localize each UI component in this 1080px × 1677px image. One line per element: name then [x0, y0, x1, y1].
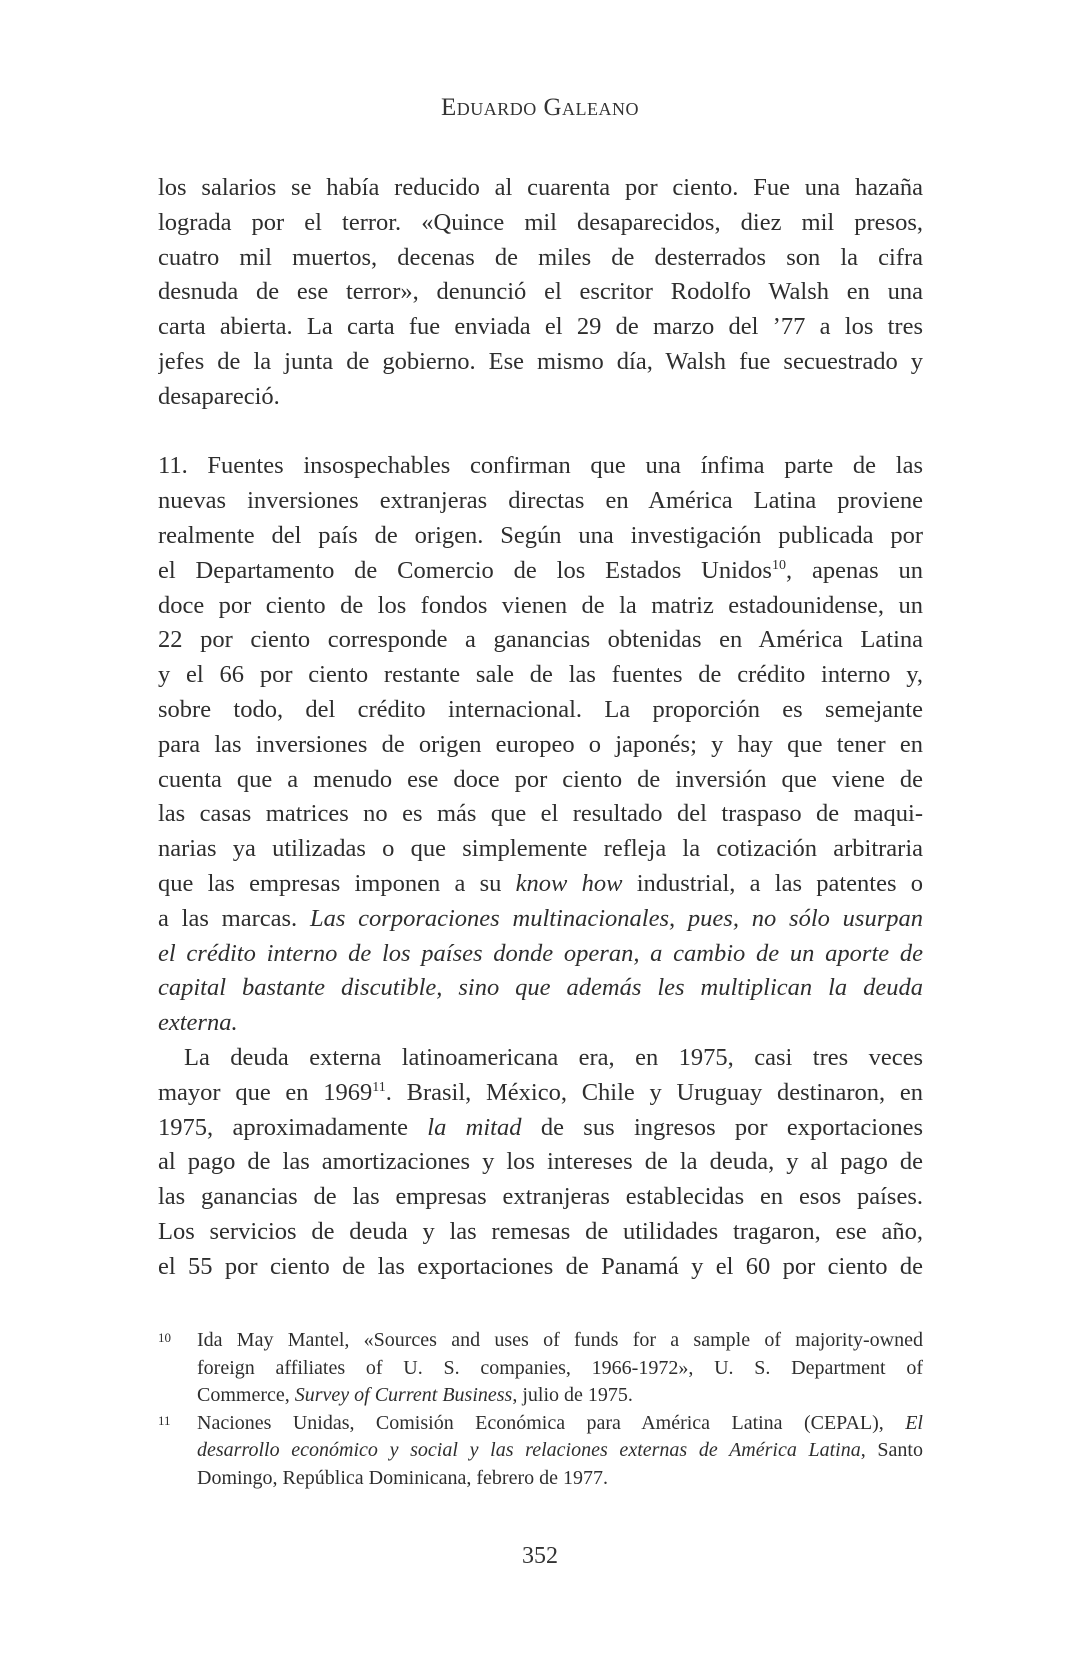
text-segment: desapareció.: [158, 382, 280, 410]
text-line: [158, 310, 923, 345]
text-segment: Domingo, República Dominicana, febrero de 1977.: [197, 1466, 608, 1489]
text-segment: 1975, aproximadamente: [158, 1113, 428, 1141]
paragraph-gap: [158, 415, 923, 450]
text-segment: mayor que en 1969: [158, 1078, 373, 1106]
footnote-line: [197, 1327, 923, 1355]
text-segment: narias ya utilizadas o que simplemente refleja la cotización arbitraria: [158, 835, 923, 863]
text-segment: Los servicios de deuda y las remesas de utilidades tragaron, ese año,: [158, 1217, 923, 1245]
text-line: [158, 554, 923, 589]
text-segment: 22 por ciento corresponde a ganancias obtenidas en América Latina: [158, 626, 923, 654]
text-line: [158, 728, 923, 763]
text-line: [158, 797, 923, 832]
italic-text: Survey of Current Business: [294, 1384, 513, 1406]
text-line: [158, 1111, 923, 1146]
italic-text: externa.: [158, 1009, 238, 1037]
footnote-reference[interactable]: 10: [771, 557, 786, 573]
text-line: [158, 937, 923, 972]
text-segment: el Departamento de Comercio de los Estados Unidos: [158, 556, 772, 584]
paragraph: [158, 1041, 923, 1285]
text-segment: a las marcas.: [158, 904, 310, 932]
text-line: [158, 206, 923, 241]
italic-text: El: [905, 1411, 923, 1434]
text-line: [158, 241, 923, 276]
text-segment: Naciones Unidas, Comisión Económica para América Latina (CEPAL),: [197, 1411, 906, 1434]
text-line: [158, 484, 923, 519]
text-line: [158, 1250, 923, 1285]
italic-text: capital bastante discutible, sino que además les multiplican la deuda: [158, 974, 923, 1002]
text-segment: sobre todo, del crédito internacional. La proporción es semejante: [158, 695, 923, 723]
text-segment: lograda por el terror. «Quince mil desaparecidos, diez mil presos,: [158, 208, 923, 236]
text-line: [158, 1076, 923, 1111]
text-line: [158, 519, 923, 554]
footnote-number: 10: [158, 1330, 171, 1345]
text-line: [158, 971, 923, 1006]
text-segment: 11. Fuentes insospechables confirman que una ínfima parte de las: [158, 452, 923, 480]
text-line: [158, 693, 923, 728]
text-segment: de sus ingresos por exportaciones: [521, 1113, 923, 1141]
text-line: [158, 1145, 923, 1180]
text-line: [158, 1041, 923, 1076]
text-segment: las ganancias de las empresas extranjeras establecidas en esos países.: [158, 1183, 923, 1211]
text-line: [158, 867, 923, 902]
text-segment: industrial, a las patentes o: [622, 869, 923, 897]
text-line: [158, 1180, 923, 1215]
text-line: [158, 902, 923, 937]
text-segment: desnuda de ese terror», denunció el escritor Rodolfo Walsh en una: [158, 278, 923, 306]
italic-text: el crédito interno de los países donde operan, a cambio de un aporte de: [158, 939, 923, 967]
page-number: 352: [522, 1543, 558, 1569]
text-line: [158, 275, 923, 310]
text-segment: el 55 por ciento de las exportaciones de Panamá y el 60 por ciento de: [158, 1252, 923, 1280]
text-segment: las casas matrices no es más que el resultado del traspaso de maqui-: [158, 800, 923, 828]
text-segment: que las empresas imponen a su: [158, 869, 516, 897]
italic-text: know how: [515, 869, 623, 897]
paragraph: [158, 171, 923, 415]
footnote: [158, 1327, 923, 1410]
footnote: [158, 1410, 923, 1493]
text-segment: jefes de la junta de gobierno. Ese mismo día, Walsh fue secuestrado y: [158, 347, 923, 375]
text-line: [158, 345, 923, 380]
text-segment: Ida May Mantel, «Sources and uses of funds for a sample of majority-owned: [197, 1329, 923, 1351]
text-segment: al pago de las amortizaciones y los intereses de la deuda, y al pago de: [158, 1148, 923, 1176]
text-segment: realmente del país de origen. Según una investigación publicada por: [158, 521, 923, 549]
footnote-line: [197, 1437, 923, 1465]
text-line: [158, 171, 923, 206]
text-line: [158, 623, 923, 658]
body-text: [158, 171, 923, 1285]
italic-text: la mitad: [427, 1113, 522, 1141]
text-segment: cuenta que a menudo ese doce por ciento de inversión que viene de: [158, 765, 923, 793]
running-header: Eduardo Galeano: [440, 94, 640, 121]
text-line: [158, 658, 923, 693]
text-line: [158, 763, 923, 798]
text-segment: carta abierta. La carta fue enviada el 29 de marzo del ’77 a los tres: [158, 313, 923, 341]
footnote-line: [197, 1410, 923, 1438]
text-segment: Commerce,: [197, 1384, 295, 1406]
text-segment: , julio de 1975.: [512, 1384, 633, 1406]
text-line: [158, 1215, 923, 1250]
text-segment: para las inversiones de origen europeo o japonés; y hay que tener en: [158, 730, 923, 758]
text-segment: doce por ciento de los fondos vienen de la matriz estadounidense, un: [158, 591, 923, 619]
text-segment: , apenas un: [785, 556, 923, 584]
italic-text: Las corporaciones multinacionales, pues, no sólo usurpan: [309, 904, 923, 932]
paragraph: [158, 449, 923, 1041]
footnotes: [158, 1327, 923, 1492]
footnote-line: [197, 1465, 923, 1493]
text-segment: foreign affiliates of U. S. companies, 1966-1972», U. S. Department of: [197, 1356, 923, 1379]
footnote-line: [197, 1355, 923, 1383]
text-line: [158, 380, 923, 415]
text-segment: nuevas inversiones extranjeras directas en América Latina proviene: [158, 487, 923, 515]
text-segment: . Brasil, México, Chile y Uruguay destinaron, en: [385, 1078, 923, 1106]
text-segment: La deuda externa latinoamericana era, en 1975, casi tres veces: [184, 1043, 923, 1071]
text-line: [158, 832, 923, 867]
text-segment: , Santo: [860, 1439, 923, 1461]
footnote-reference[interactable]: 11: [372, 1079, 386, 1095]
text-line: [158, 449, 923, 484]
italic-text: desarrollo económico y social y las relaciones externas de América Latina: [197, 1439, 861, 1461]
text-line: [158, 1006, 923, 1041]
footnote-line: [197, 1382, 923, 1410]
text-segment: los salarios se había reducido al cuarenta por ciento. Fue una hazaña: [158, 174, 923, 201]
footnote-number: 11: [158, 1412, 171, 1428]
text-segment: y el 66 por ciento restante sale de las fuentes de crédito interno y,: [158, 661, 923, 689]
text-segment: cuatro mil muertos, decenas de miles de desterrados son la cifra: [158, 243, 923, 271]
text-line: [158, 589, 923, 624]
